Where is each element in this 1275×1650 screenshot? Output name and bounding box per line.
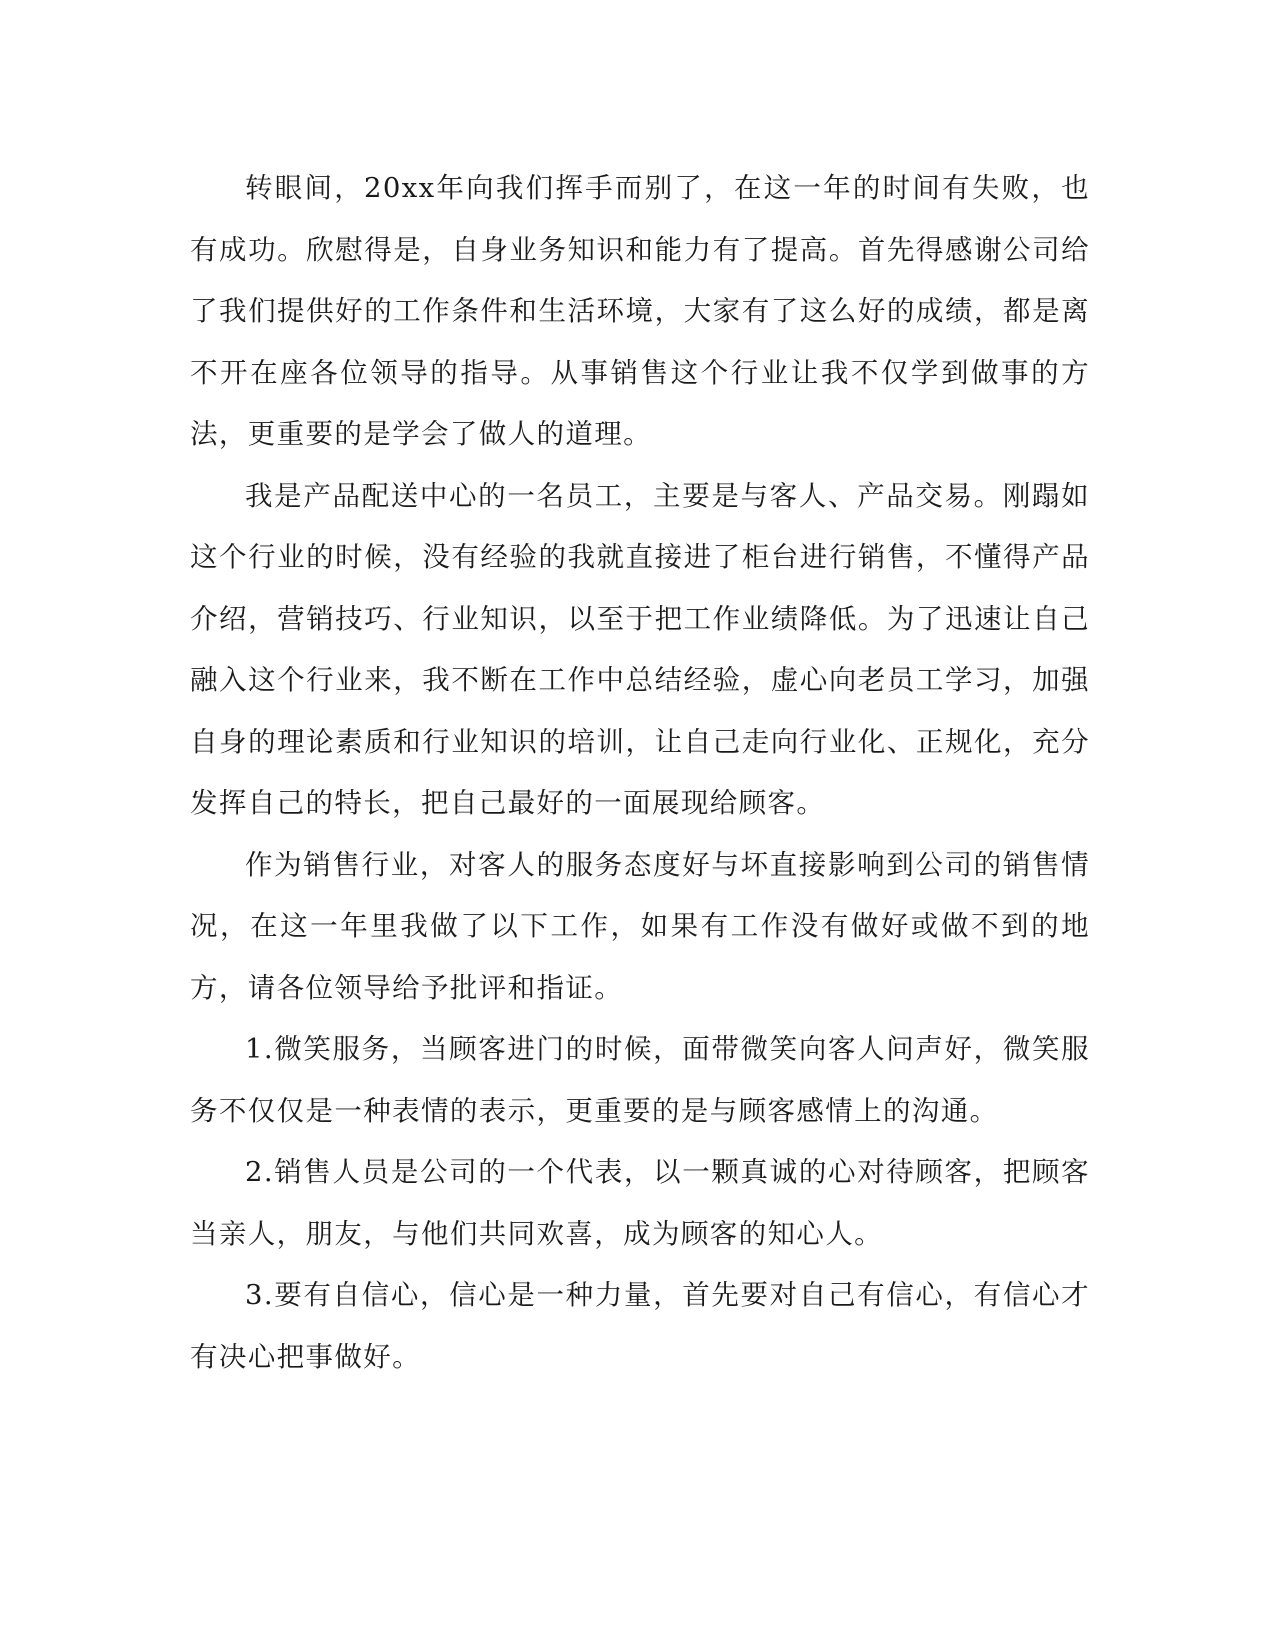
paragraph-point-1: 1.微笑服务，当顾客进门的时候，面带微笑向客人问声好，微笑服务不仅仅是一种表情的表示，更重要的是与顾客感情上的沟通。 (190, 1033, 1090, 1127)
paragraph-background: 我是产品配送中心的一名员工，主要是与客人、产品交易。刚蹋如这个行业的时候，没有经验的我就直接进了柜台进行销售，不懂得产品介绍，营销技巧、行业知识，以至于把工作业绩降低。为了迅速让自己融入这个行业来，我不断在工作中总结经验，虚心向老员工学习，加强自身的理论素质和行业知识的培训，让自己走向行业化、正规化，充分发挥自己的特长，把自己最好的一面展现给顾客。 (190, 479, 1090, 819)
paragraph-work-summary: 作为销售行业，对客人的服务态度好与坏直接影响到公司的销售情况，在这一年里我做了以下工作，如果有工作没有做好或做不到的地方，请各位领导给予批评和指证。 (190, 848, 1090, 1004)
document-body (190, 158, 1090, 1388)
paragraph-point-2: 2.销售人员是公司的一个代表，以一颗真诚的心对待顾客，把顾客当亲人，朋友，与他们共同欢喜，成为顾客的知心人。 (190, 1156, 1090, 1250)
paragraph-intro: 转眼间，20xx年向我们挥手而别了，在这一年的时间有失败，也有成功。欣慰得是，自身业务知识和能力有了提高。首先得感谢公司给了我们提供好的工作条件和生活环境，大家有了这么好的成绩，都是离不开在座各位领导的指导。从事销售这个行业让我不仅学到做事的方法，更重要的是学会了做人的道理。 (190, 172, 1090, 450)
paragraph-point-3: 3.要有自信心，信心是一种力量，首先要对自己有信心，有信心才有决心把事做好。 (190, 1279, 1090, 1373)
